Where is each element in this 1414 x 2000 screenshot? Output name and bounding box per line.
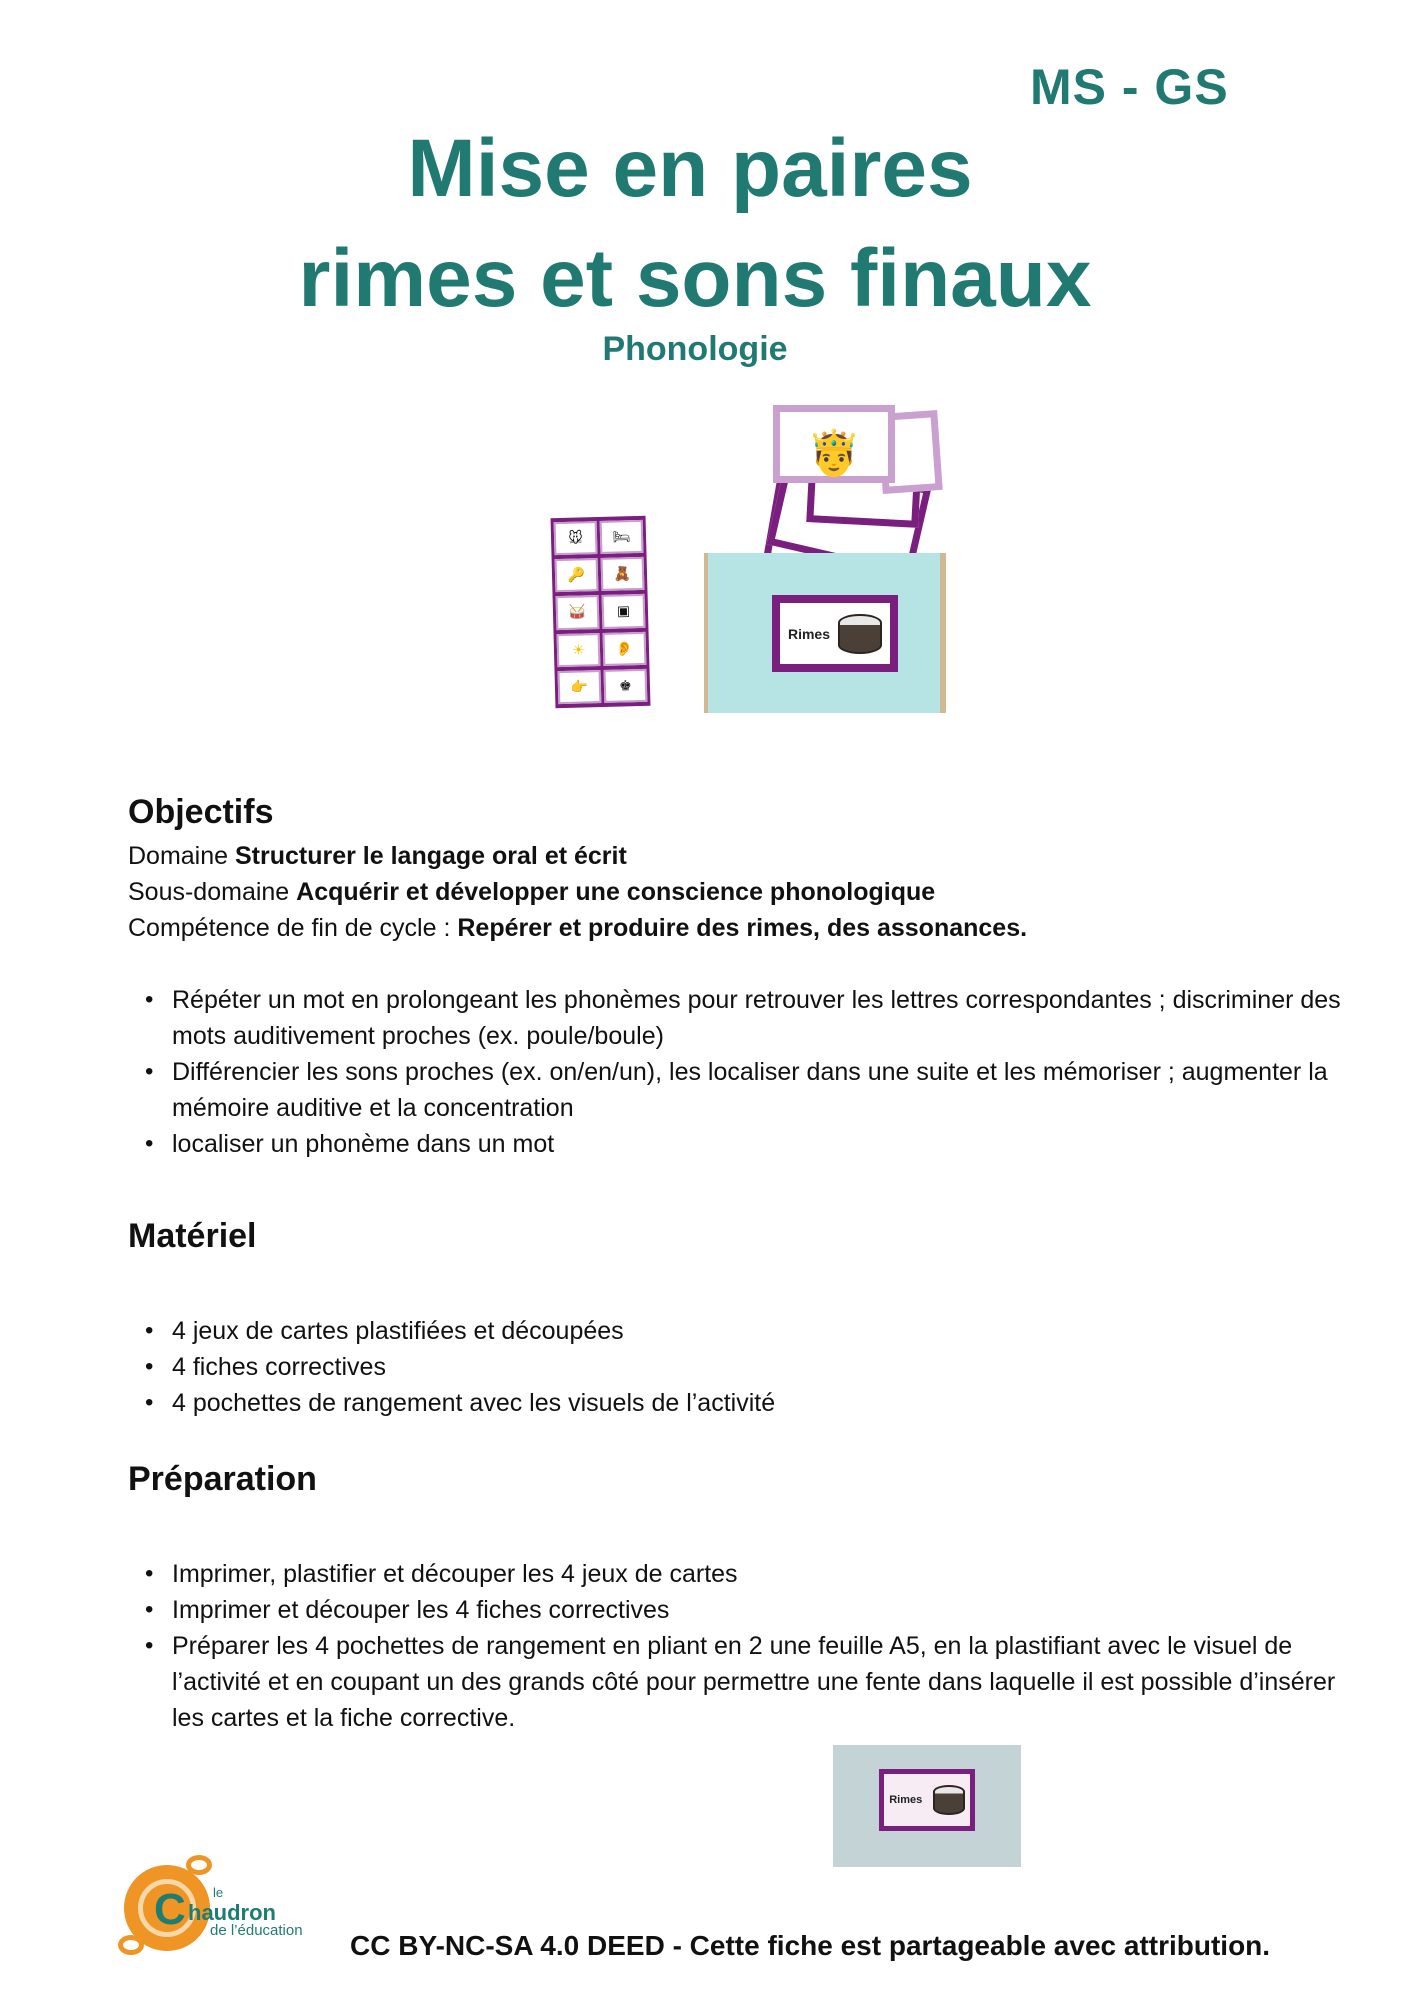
king-card [773, 405, 895, 483]
materiel-list [172, 1313, 1342, 1421]
objectifs-list [172, 982, 1342, 1162]
drum-icon [838, 614, 882, 654]
logo-text-c: C [154, 1885, 186, 1934]
section-heading-objectifs: Objectifs [128, 793, 274, 831]
chaudron-logo [118, 1855, 338, 1965]
domaine-line [128, 842, 627, 871]
competence-line [128, 914, 1027, 943]
storage-folder [704, 553, 946, 713]
sun-icon: ☀ [557, 633, 601, 667]
list-item: • Différencier les sons proches (ex. on/en/un), les localiser dans une suite et les mémoriser ; augmenter la mémoire auditive et la concentration [172, 1054, 1342, 1126]
competence-label: Compétence de fin de cycle : [128, 914, 458, 942]
section-heading-preparation: Préparation [128, 1460, 317, 1498]
logo-text-le: le [213, 1885, 224, 1900]
pointing-hand-icon: 👉 [558, 670, 602, 704]
cauldron-handle-icon [186, 1855, 212, 1875]
folder-label-text: Rimes [787, 625, 831, 642]
king-icon: 🤴 [806, 429, 862, 478]
mouse-icon: 🐭 [554, 521, 598, 555]
folder-label [772, 595, 898, 672]
logo-text-education: de l’éducation [210, 1922, 303, 1939]
ear-icon: 👂 [603, 631, 647, 665]
doll-icon: 🧸 [601, 557, 645, 591]
list-item: • Imprimer et découper les 4 fiches correctives [172, 1592, 1342, 1628]
corrective-sheet [551, 516, 651, 708]
list-item: • Imprimer, plastifier et découper les 4 jeux de cartes [172, 1556, 1342, 1592]
domaine-label: Domaine [128, 842, 235, 870]
sous-domaine-line [128, 878, 935, 907]
list-item: • 4 pochettes de rangement avec les visuels de l’activité [172, 1385, 1342, 1421]
logo-text-chaudron: haudron [188, 1900, 276, 1925]
king-icon: ♚ [604, 669, 648, 703]
competence-value: Repérer et produire des rimes, des assonances. [457, 914, 1028, 942]
list-item: • Préparer les 4 pochettes de rangement en pliant en 2 une feuille A5, en la plastifiant avec le visuel de l’activité et en coupant un des grands côté pour permettre une fente dans laquelle il est possible d’insérer les cartes et la fiche corrective. [172, 1628, 1342, 1736]
license-text: CC BY-NC-SA 4.0 DEED - Cette fiche est partageable avec attribution. [350, 1930, 1271, 1961]
preparation-list [172, 1556, 1342, 1736]
oven-icon: ▣ [602, 594, 646, 628]
bed-icon: 🛏 [600, 520, 644, 554]
thumbnail-label-text: Rimes [889, 1794, 923, 1806]
level-badge: MS - GS [1030, 59, 1229, 115]
list-item: • localiser un phonème dans un mot [172, 1126, 1342, 1162]
page-title-line-1: Mise en paires [407, 123, 973, 214]
list-item: • Répéter un mot en prolongeant les phonèmes pour retrouver les lettres correspondantes ; discriminer des mots auditivement proches (ex. poule/boule) [172, 982, 1342, 1054]
keys-icon: 🔑 [555, 558, 599, 592]
sous-domaine-label: Sous-domaine [128, 878, 297, 906]
drum-icon: 🥁 [556, 595, 600, 629]
thumbnail-label [879, 1769, 975, 1831]
folder-thumbnail-photo [833, 1745, 1021, 1867]
cauldron-handle-icon [118, 1935, 144, 1955]
drum-icon [933, 1785, 965, 1815]
page-subtitle: Phonologie [602, 330, 788, 368]
domaine-value: Structurer le langage oral et écrit [235, 842, 627, 870]
list-item: • 4 fiches correctives [172, 1349, 1342, 1385]
page-title-line-2: rimes et sons finaux [298, 233, 1092, 324]
section-heading-materiel: Matériel [128, 1217, 257, 1255]
list-item: • 4 jeux de cartes plastifiées et découpées [172, 1313, 1342, 1349]
sous-domaine-value: Acquérir et développer une conscience phonologique [296, 878, 936, 906]
